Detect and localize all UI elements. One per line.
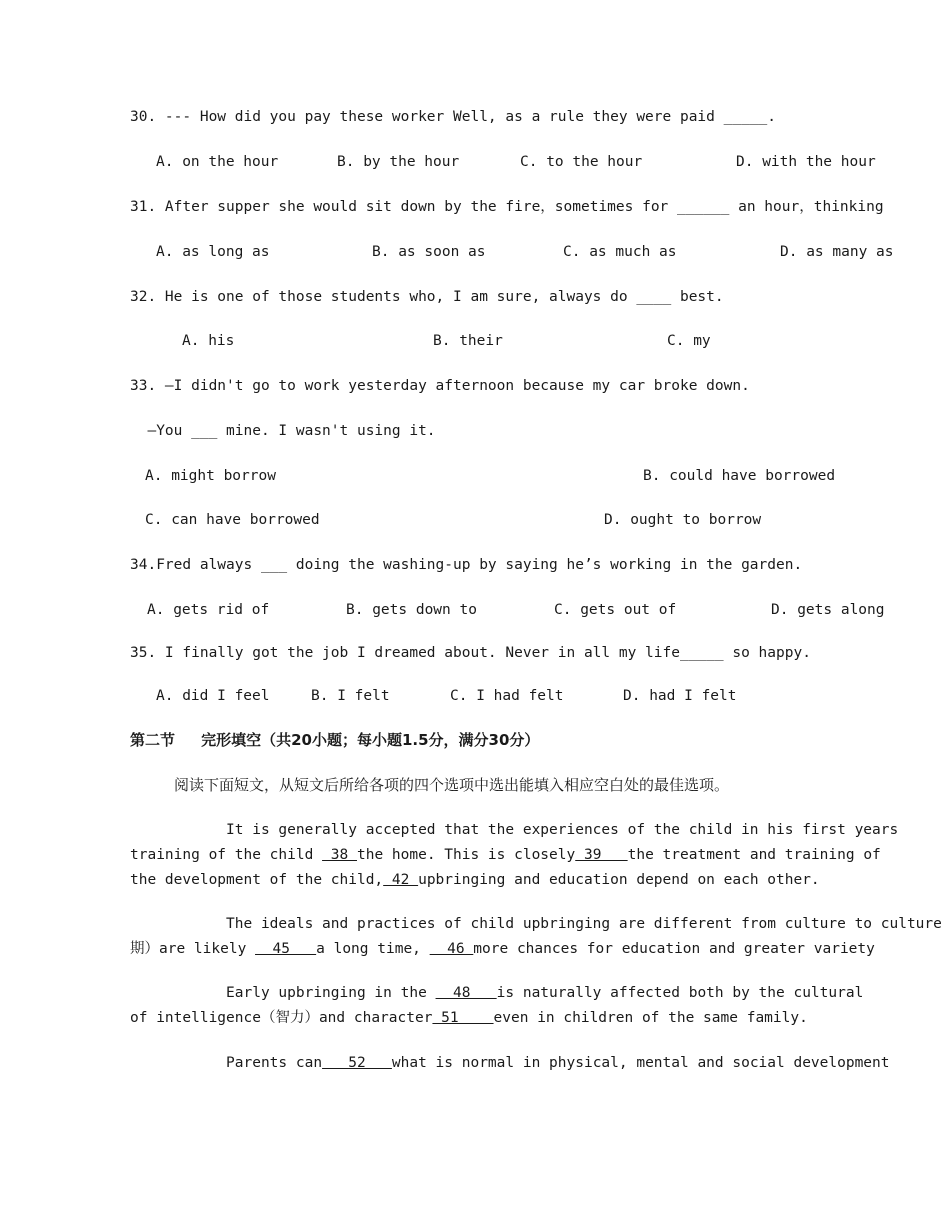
question-31-option-c: C. as much as (563, 244, 677, 260)
question-32-stem: 32. He is one of those students who, I am sure, always do ____ best. (130, 289, 724, 305)
question-30-option-b: B. by the hour (337, 154, 460, 170)
passage-p3-line1 (130, 984, 863, 1002)
passage-text: more chances for education and greater variety (473, 941, 875, 957)
question-30-stem: 30. --- How did you pay these worker Well, as a rule they were paid _____. (130, 109, 777, 125)
passage-text: Early upbringing in the (130, 985, 436, 1001)
question-32-option-b: B. their (433, 333, 503, 349)
passage-p1-line1: It is generally accepted that the experiences of the child in his first years (130, 822, 899, 838)
question-31-option-a: A. as long as (156, 244, 270, 260)
passage-p2-line2 (130, 940, 875, 958)
section-instruction: 阅读下面短文，从短文后所给各项的四个选项中选出能填入相应空白处的最佳选项。 (174, 776, 730, 794)
passage-text: Parents can (130, 1055, 323, 1071)
passage-text: 期）are likely (130, 941, 256, 957)
question-35-option-b: B. I felt (311, 688, 390, 704)
passage-text: the home. This is closely (356, 847, 576, 863)
question-31-stem: 31. After supper she would sit down by the fire，sometimes for ______ an hour，thinking (130, 199, 884, 215)
passage-p3-line2 (130, 1009, 808, 1027)
question-30-option-c: C. to the hour (520, 154, 643, 170)
question-31-option-b: B. as soon as (372, 244, 486, 260)
question-35-option-a: A. did I feel (156, 688, 270, 704)
passage-text: the treatment and training of (627, 847, 881, 863)
question-35-option-d: D. had I felt (623, 688, 737, 704)
passage-text: a long time, (316, 941, 430, 957)
question-33-stem-reply: —You ___ mine. I wasn't using it. (130, 423, 436, 439)
question-33-option-c: C. can have borrowed (145, 512, 320, 528)
passage-text: training of the child (130, 847, 323, 863)
question-34-stem: 34.Fred always ___ doing the washing-up by saying he’s working in the garden. (130, 557, 803, 573)
passage-p1-line3 (130, 871, 820, 889)
question-35-option-c: C. I had felt (450, 688, 564, 704)
question-34-option-d: D. gets along (771, 602, 885, 618)
question-34-option-a: A. gets rid of (147, 602, 270, 618)
question-34-option-b: B. gets down to (346, 602, 477, 618)
question-32-option-a: A. his (182, 333, 235, 349)
question-33-option-d: D. ought to borrow (604, 512, 762, 528)
blank-39: 39 (575, 847, 628, 863)
blank-38: 38 (322, 847, 357, 863)
question-35-stem: 35. I finally got the job I dreamed about. Never in all my life_____ so happy. (130, 645, 811, 661)
question-30-option-d: D. with the hour (736, 154, 876, 170)
passage-text: of intelligence（智力）and character (130, 1010, 433, 1026)
question-33-option-a: A. might borrow (145, 468, 276, 484)
question-31-option-d: D. as many as (780, 244, 894, 260)
blank-46: 46 (429, 941, 474, 957)
passage-p1-line2 (130, 846, 881, 864)
question-33-option-b: B. could have borrowed (643, 468, 836, 484)
passage-p4-line1 (130, 1054, 890, 1072)
blank-45: 45 (255, 941, 317, 957)
section-heading: 第二节 完形填空（共20小题；每小题1.5分，满分30分） (130, 731, 540, 749)
passage-text: what is normal in physical, mental and social development (391, 1055, 890, 1071)
passage-text: upbringing and education depend on each other. (418, 872, 820, 888)
blank-52: 52 (322, 1055, 392, 1071)
question-34-option-c: C. gets out of (554, 602, 677, 618)
passage-p2-line1: The ideals and practices of child upbringing are different from culture to culture (130, 916, 942, 932)
passage-text: the development of the child, (130, 872, 384, 888)
question-30-option-a: A. on the hour (156, 154, 279, 170)
passage-text: is naturally affected both by the cultural (496, 985, 864, 1001)
question-32-option-c: C. my (667, 333, 711, 349)
blank-51: 51 (432, 1010, 494, 1026)
question-33-stem: 33. —I didn't go to work yesterday afternoon because my car broke down. (130, 378, 750, 394)
blank-48: 48 (435, 985, 497, 1001)
passage-text: even in children of the same family. (493, 1010, 808, 1026)
blank-42: 42 (383, 872, 419, 888)
